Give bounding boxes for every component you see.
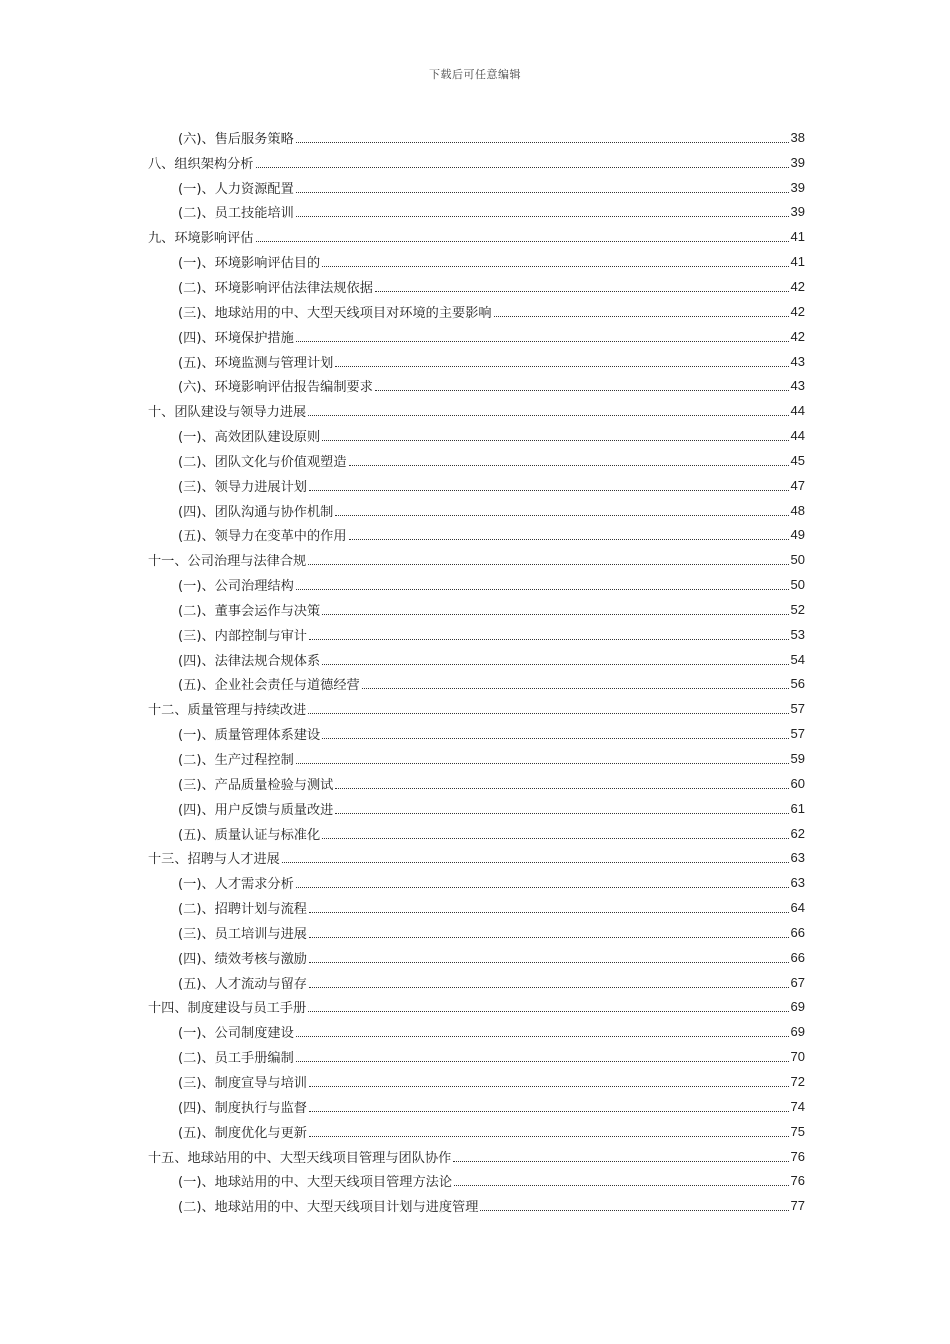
toc-entry-label: (一)、质量管理体系建设 xyxy=(178,728,321,744)
toc-dot-leader xyxy=(322,614,788,615)
toc-page-number: 63 xyxy=(790,850,805,866)
toc-page-number: 61 xyxy=(790,800,805,816)
toc-page-number: 57 xyxy=(790,701,805,717)
toc-page-number: 41 xyxy=(790,229,805,245)
toc-section-entry[interactable] xyxy=(148,1119,805,1144)
toc-page-number: 64 xyxy=(790,900,805,916)
toc-page-number: 44 xyxy=(790,403,805,419)
toc-chapter-entry[interactable] xyxy=(148,1144,805,1169)
toc-entry-label: (五)、环境监测与管理计划 xyxy=(178,355,334,371)
toc-section-entry[interactable] xyxy=(148,1168,805,1193)
toc-entry-label: (三)、地球站用的中、大型天线项目对环境的主要影响 xyxy=(178,305,492,321)
toc-section-entry[interactable] xyxy=(148,721,805,746)
toc-dot-leader xyxy=(362,688,789,689)
toc-entry-label: (三)、领导力进展计划 xyxy=(178,479,307,495)
toc-dot-leader xyxy=(282,862,789,863)
toc-page-number: 76 xyxy=(790,1148,805,1164)
toc-entry-label: (一)、环境影响评估目的 xyxy=(178,256,321,272)
toc-page-number: 53 xyxy=(790,626,805,642)
toc-page-number: 67 xyxy=(790,974,805,990)
toc-entry-label: (一)、公司制度建设 xyxy=(178,1026,294,1042)
toc-entry-label: (六)、环境影响评估报告编制要求 xyxy=(178,380,373,396)
toc-dot-leader xyxy=(322,738,788,739)
toc-chapter-entry[interactable] xyxy=(148,398,805,423)
toc-chapter-entry[interactable] xyxy=(148,547,805,572)
toc-section-entry[interactable] xyxy=(148,1019,805,1044)
toc-section-entry[interactable] xyxy=(148,249,805,274)
toc-entry-label: (三)、产品质量检验与测试 xyxy=(178,777,334,793)
toc-chapter-entry[interactable] xyxy=(148,845,805,870)
toc-entry-label: 九、环境影响评估 xyxy=(148,231,254,247)
toc-dot-leader xyxy=(309,987,789,988)
toc-section-entry[interactable] xyxy=(148,821,805,846)
toc-dot-leader xyxy=(296,1061,789,1062)
toc-dot-leader xyxy=(309,937,789,938)
toc-dot-leader xyxy=(296,142,789,143)
toc-dot-leader xyxy=(308,415,788,416)
toc-dot-leader xyxy=(335,515,788,516)
toc-section-entry[interactable] xyxy=(148,870,805,895)
toc-page-number: 74 xyxy=(790,1098,805,1114)
toc-entry-label: (四)、团队沟通与协作机制 xyxy=(178,504,334,520)
toc-entry-label: (二)、董事会运作与决策 xyxy=(178,603,321,619)
toc-section-entry[interactable] xyxy=(148,572,805,597)
toc-page-number: 42 xyxy=(790,328,805,344)
toc-entry-label: (四)、绩效考核与激励 xyxy=(178,951,307,967)
toc-section-entry[interactable] xyxy=(148,895,805,920)
toc-section-entry[interactable] xyxy=(148,796,805,821)
toc-entry-label: 十三、招聘与人才进展 xyxy=(148,852,280,868)
toc-section-entry[interactable] xyxy=(148,945,805,970)
toc-page-number: 47 xyxy=(790,477,805,493)
toc-entry-label: (二)、地球站用的中、大型天线项目计划与进度管理 xyxy=(178,1200,479,1216)
toc-entry-label: 十四、制度建设与员工手册 xyxy=(148,1001,307,1017)
toc-dot-leader xyxy=(322,838,788,839)
toc-entry-label: (三)、制度宣导与培训 xyxy=(178,1075,307,1091)
toc-page-number: 43 xyxy=(790,353,805,369)
toc-entry-label: (六)、售后服务策略 xyxy=(178,131,294,147)
toc-page-number: 44 xyxy=(790,428,805,444)
toc-dot-leader xyxy=(309,1136,789,1137)
toc-entry-label: (三)、内部控制与审计 xyxy=(178,628,307,644)
toc-page-number: 62 xyxy=(790,825,805,841)
toc-page-number: 70 xyxy=(790,1049,805,1065)
toc-page-number: 45 xyxy=(790,452,805,468)
toc-entry-label: (一)、人力资源配置 xyxy=(178,181,294,197)
toc-dot-leader xyxy=(335,366,788,367)
toc-entry-label: (二)、环境影响评估法律法规依据 xyxy=(178,280,373,296)
toc-page-number: 39 xyxy=(790,179,805,195)
toc-section-entry[interactable] xyxy=(148,448,805,473)
toc-dot-leader xyxy=(322,440,788,441)
toc-page-number: 56 xyxy=(790,676,805,692)
toc-dot-leader xyxy=(309,639,789,640)
toc-entry-label: 十、团队建设与领导力进展 xyxy=(148,405,307,421)
toc-section-entry[interactable] xyxy=(148,1044,805,1069)
toc-page-number: 52 xyxy=(790,601,805,617)
toc-dot-leader xyxy=(335,813,788,814)
toc-entry-label: (二)、团队文化与价值观塑造 xyxy=(178,454,347,470)
toc-page-number: 42 xyxy=(790,278,805,294)
toc-dot-leader xyxy=(296,589,789,590)
toc-page-number: 66 xyxy=(790,949,805,965)
toc-section-entry[interactable] xyxy=(148,125,805,150)
toc-section-entry[interactable] xyxy=(148,1069,805,1094)
toc-entry-label: (四)、环境保护措施 xyxy=(178,330,294,346)
toc-page-number: 43 xyxy=(790,378,805,394)
toc-dot-leader xyxy=(453,1161,788,1162)
toc-section-entry[interactable] xyxy=(148,1094,805,1119)
toc-page-number: 69 xyxy=(790,999,805,1015)
toc-entry-label: (三)、员工培训与进展 xyxy=(178,926,307,942)
toc-entry-label: (四)、法律法规合规体系 xyxy=(178,653,321,669)
toc-page-number: 38 xyxy=(790,129,805,145)
toc-dot-leader xyxy=(256,241,789,242)
toc-page-number: 49 xyxy=(790,527,805,543)
toc-section-entry[interactable] xyxy=(148,597,805,622)
toc-entry-label: (一)、高效团队建设原则 xyxy=(178,430,321,446)
toc-entry-label: (二)、员工手册编制 xyxy=(178,1051,294,1067)
toc-chapter-entry[interactable] xyxy=(148,224,805,249)
toc-page-number: 50 xyxy=(790,552,805,568)
toc-page-number: 72 xyxy=(790,1073,805,1089)
toc-entry-label: (五)、人才流动与留存 xyxy=(178,976,307,992)
toc-chapter-entry[interactable] xyxy=(148,150,805,175)
toc-section-entry[interactable] xyxy=(148,274,805,299)
table-of-contents xyxy=(148,125,805,1218)
toc-dot-leader xyxy=(322,266,788,267)
toc-entry-label: 十一、公司治理与法律合规 xyxy=(148,554,307,570)
toc-section-entry[interactable] xyxy=(148,920,805,945)
toc-page-number: 48 xyxy=(790,502,805,518)
toc-section-entry[interactable] xyxy=(148,200,805,225)
toc-section-entry[interactable] xyxy=(148,970,805,995)
toc-section-entry[interactable] xyxy=(148,647,805,672)
toc-dot-leader xyxy=(296,763,789,764)
toc-section-entry[interactable] xyxy=(148,324,805,349)
toc-chapter-entry[interactable] xyxy=(148,696,805,721)
toc-page-number: 75 xyxy=(790,1123,805,1139)
toc-section-entry[interactable] xyxy=(148,622,805,647)
toc-dot-leader xyxy=(296,1036,789,1037)
toc-dot-leader xyxy=(375,291,789,292)
toc-entry-label: (四)、用户反馈与质量改进 xyxy=(178,802,334,818)
toc-section-entry[interactable] xyxy=(148,771,805,796)
toc-dot-leader xyxy=(322,664,788,665)
toc-dot-leader xyxy=(309,962,789,963)
toc-dot-leader xyxy=(308,713,788,714)
toc-section-entry[interactable] xyxy=(148,373,805,398)
toc-dot-leader xyxy=(309,1111,789,1112)
toc-entry-label: (五)、领导力在变革中的作用 xyxy=(178,529,347,545)
toc-page-number: 63 xyxy=(790,875,805,891)
toc-page-number: 54 xyxy=(790,651,805,667)
toc-entry-label: (二)、招聘计划与流程 xyxy=(178,902,307,918)
toc-page-number: 77 xyxy=(790,1198,805,1214)
toc-section-entry[interactable] xyxy=(148,175,805,200)
toc-dot-leader xyxy=(309,490,789,491)
toc-dot-leader xyxy=(309,1086,789,1087)
toc-page-number: 41 xyxy=(790,254,805,270)
toc-entry-label: (一)、地球站用的中、大型天线项目管理方法论 xyxy=(178,1175,453,1191)
toc-entry-label: 十五、地球站用的中、大型天线项目管理与团队协作 xyxy=(148,1150,452,1166)
toc-entry-label: 八、组织架构分析 xyxy=(148,156,254,172)
toc-page-number: 76 xyxy=(790,1173,805,1189)
toc-section-entry[interactable] xyxy=(148,523,805,548)
toc-dot-leader xyxy=(494,316,789,317)
toc-dot-leader xyxy=(375,390,789,391)
toc-entry-label: (二)、生产过程控制 xyxy=(178,753,294,769)
toc-dot-leader xyxy=(309,912,789,913)
toc-page-number: 59 xyxy=(790,751,805,767)
toc-dot-leader xyxy=(308,1011,788,1012)
toc-section-entry[interactable] xyxy=(148,299,805,324)
toc-dot-leader xyxy=(349,539,789,540)
toc-page-number: 39 xyxy=(790,154,805,170)
toc-entry-label: (五)、企业社会责任与道德经营 xyxy=(178,678,360,694)
toc-dot-leader xyxy=(256,167,789,168)
toc-section-entry[interactable] xyxy=(148,423,805,448)
toc-page-number: 57 xyxy=(790,726,805,742)
toc-dot-leader xyxy=(296,887,789,888)
toc-page-number: 60 xyxy=(790,775,805,791)
toc-section-entry[interactable] xyxy=(148,1193,805,1218)
toc-dot-leader xyxy=(308,564,788,565)
toc-page-number: 42 xyxy=(790,303,805,319)
page-header: 下载后可任意编辑 xyxy=(429,68,521,81)
toc-dot-leader xyxy=(480,1210,788,1211)
toc-entry-label: (五)、制度优化与更新 xyxy=(178,1125,307,1141)
toc-entry-label: (四)、制度执行与监督 xyxy=(178,1100,307,1116)
toc-dot-leader xyxy=(454,1185,788,1186)
toc-page-number: 69 xyxy=(790,1024,805,1040)
toc-entry-label: (一)、人才需求分析 xyxy=(178,877,294,893)
toc-dot-leader xyxy=(296,341,789,342)
toc-section-entry[interactable] xyxy=(148,473,805,498)
toc-dot-leader xyxy=(335,788,788,789)
toc-chapter-entry[interactable] xyxy=(148,995,805,1020)
toc-section-entry[interactable] xyxy=(148,498,805,523)
toc-entry-label: (五)、质量认证与标准化 xyxy=(178,827,321,843)
toc-page-number: 39 xyxy=(790,204,805,220)
toc-section-entry[interactable] xyxy=(148,746,805,771)
toc-entry-label: 十二、质量管理与持续改进 xyxy=(148,703,307,719)
toc-entry-label: (一)、公司治理结构 xyxy=(178,579,294,595)
toc-page-number: 50 xyxy=(790,577,805,593)
toc-section-entry[interactable] xyxy=(148,672,805,697)
toc-dot-leader xyxy=(296,192,789,193)
toc-dot-leader xyxy=(349,465,789,466)
toc-dot-leader xyxy=(296,216,789,217)
toc-section-entry[interactable] xyxy=(148,349,805,374)
toc-entry-label: (二)、员工技能培训 xyxy=(178,206,294,222)
toc-page-number: 66 xyxy=(790,924,805,940)
